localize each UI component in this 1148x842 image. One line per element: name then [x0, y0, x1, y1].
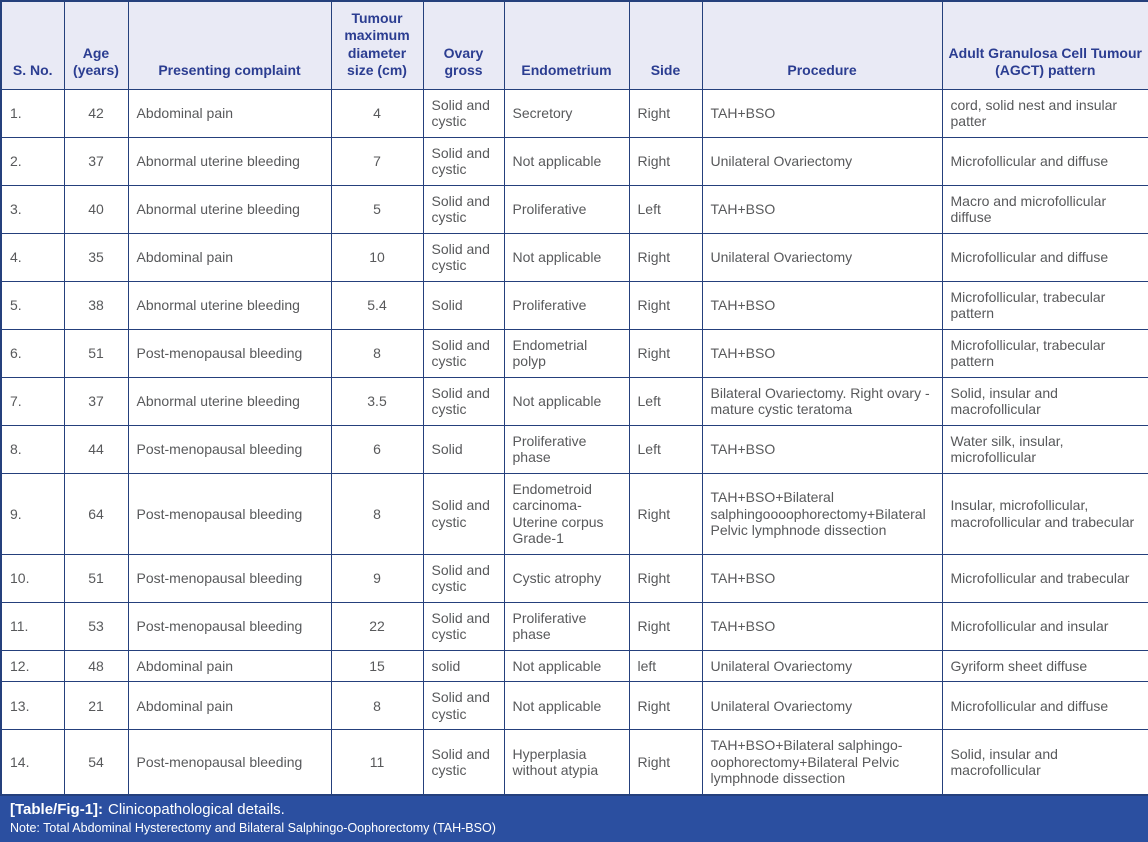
table-cell: 11.	[1, 602, 64, 650]
table-cell: Proliferative	[504, 281, 629, 329]
table-cell: 8	[331, 682, 423, 730]
table-cell: 40	[64, 185, 128, 233]
table-cell: 51	[64, 554, 128, 602]
table-header	[1, 1, 1148, 89]
table-cell: 44	[64, 425, 128, 473]
table-cell: Solid and cystic	[423, 185, 504, 233]
table-cell: Endometrial polyp	[504, 329, 629, 377]
table-cell: 12.	[1, 650, 64, 682]
table-cell: Unilateral Ovariectomy	[702, 137, 942, 185]
table-cell: Microfollicular, trabecular pattern	[942, 281, 1148, 329]
table-cell: left	[629, 650, 702, 682]
table-cell: Post-menopausal bleeding	[128, 602, 331, 650]
table-cell: Unilateral Ovariectomy	[702, 650, 942, 682]
table-cell: Solid and cystic	[423, 473, 504, 554]
column-header: S. No.	[1, 1, 64, 89]
table-cell: Cystic atrophy	[504, 554, 629, 602]
table-cell: Solid	[423, 425, 504, 473]
table-cell: Solid and cystic	[423, 682, 504, 730]
table-cell: 8	[331, 329, 423, 377]
table-cell: Solid, insular and macrofollicular	[942, 377, 1148, 425]
table-cell: TAH+BSO	[702, 281, 942, 329]
table-cell: Solid and cystic	[423, 730, 504, 795]
table-cell: Microfollicular and trabecular	[942, 554, 1148, 602]
table-cell: 37	[64, 377, 128, 425]
column-header: Procedure	[702, 1, 942, 89]
table-cell: Right	[629, 89, 702, 137]
table-cell: Abnormal uterine bleeding	[128, 377, 331, 425]
table-cell: TAH+BSO	[702, 602, 942, 650]
table-cell: Right	[629, 730, 702, 795]
table-cell: Post-menopausal bleeding	[128, 473, 331, 554]
table-cell: 21	[64, 682, 128, 730]
table-cell: 14.	[1, 730, 64, 795]
table-cell: Left	[629, 185, 702, 233]
table-cell: TAH+BSO	[702, 329, 942, 377]
caption-label: [Table/Fig-1]:	[10, 800, 104, 818]
table-cell: 9.	[1, 473, 64, 554]
column-header: Side	[629, 1, 702, 89]
table-cell: Unilateral Ovariectomy	[702, 682, 942, 730]
table-cell: 53	[64, 602, 128, 650]
caption-line	[10, 800, 1138, 820]
table-cell: Not applicable	[504, 650, 629, 682]
table-cell: Post-menopausal bleeding	[128, 329, 331, 377]
table-cell: 5	[331, 185, 423, 233]
table-row	[1, 554, 1148, 602]
column-header: Tumour maximum diameter size (cm)	[331, 1, 423, 89]
table-row	[1, 329, 1148, 377]
table-cell: Not applicable	[504, 233, 629, 281]
table-cell: Unilateral Ovariectomy	[702, 233, 942, 281]
table-cell: 5.4	[331, 281, 423, 329]
table-cell: 15	[331, 650, 423, 682]
table-cell: TAH+BSO+Bilateral salphingo-oophorectomy+Bilateral Pelvic lymphnode dissection	[702, 730, 942, 795]
table-cell: Post-menopausal bleeding	[128, 425, 331, 473]
table-cell: 3.5	[331, 377, 423, 425]
table-cell: 35	[64, 233, 128, 281]
table-row	[1, 425, 1148, 473]
table-cell: TAH+BSO	[702, 185, 942, 233]
table-cell: Microfollicular and diffuse	[942, 233, 1148, 281]
table-cell: Abnormal uterine bleeding	[128, 185, 331, 233]
table-cell: Solid and cystic	[423, 554, 504, 602]
table-cell: 10	[331, 233, 423, 281]
table-cell: Water silk, insular, microfollicular	[942, 425, 1148, 473]
table-cell: Right	[629, 473, 702, 554]
table-cell: 8.	[1, 425, 64, 473]
table-cell: Solid	[423, 281, 504, 329]
table-cell: Microfollicular and diffuse	[942, 682, 1148, 730]
table-cell: 64	[64, 473, 128, 554]
table-cell: Solid and cystic	[423, 602, 504, 650]
table-caption-bar	[0, 796, 1148, 842]
table-cell: Left	[629, 425, 702, 473]
table-row	[1, 233, 1148, 281]
table-row	[1, 730, 1148, 795]
table-cell: Microfollicular and diffuse	[942, 137, 1148, 185]
table-cell: 3.	[1, 185, 64, 233]
table-cell: Abnormal uterine bleeding	[128, 137, 331, 185]
table-cell: Left	[629, 377, 702, 425]
table-cell: Abdominal pain	[128, 89, 331, 137]
table-cell: Abdominal pain	[128, 682, 331, 730]
table-cell: Bilateral Ovariectomy. Right ovary - mature cystic teratoma	[702, 377, 942, 425]
table-cell: cord, solid nest and insular patter	[942, 89, 1148, 137]
table-cell: Proliferative phase	[504, 425, 629, 473]
column-header: Presenting complaint	[128, 1, 331, 89]
table-cell: Not applicable	[504, 137, 629, 185]
table-cell: Microfollicular and insular	[942, 602, 1148, 650]
table-cell: Insular, microfollicular, macrofollicular and trabecular	[942, 473, 1148, 554]
table-row	[1, 602, 1148, 650]
table-cell: 38	[64, 281, 128, 329]
table-cell: Right	[629, 281, 702, 329]
table-cell: 13.	[1, 682, 64, 730]
column-header: Adult Granulosa Cell Tumour (AGCT) pattern	[942, 1, 1148, 89]
table-cell: solid	[423, 650, 504, 682]
table-cell: 51	[64, 329, 128, 377]
table-cell: Post-menopausal bleeding	[128, 730, 331, 795]
table-row	[1, 281, 1148, 329]
table-row	[1, 137, 1148, 185]
column-header: Age (years)	[64, 1, 128, 89]
table-cell: TAH+BSO	[702, 89, 942, 137]
table-cell: 48	[64, 650, 128, 682]
table-cell: 22	[331, 602, 423, 650]
table-cell: 11	[331, 730, 423, 795]
column-header: Ovary gross	[423, 1, 504, 89]
table-cell: Not applicable	[504, 682, 629, 730]
table-cell: Right	[629, 602, 702, 650]
table-cell: 4.	[1, 233, 64, 281]
table-cell: 10.	[1, 554, 64, 602]
caption-note: Note: Total Abdominal Hysterectomy and Bilateral Salphingo-Oophorectomy (TAH-BSO)	[10, 821, 496, 836]
table-body	[1, 89, 1148, 795]
table-cell: Secretory	[504, 89, 629, 137]
caption-title: Clinicopathological details.	[108, 800, 285, 818]
table-cell: TAH+BSO	[702, 554, 942, 602]
table-cell: Abdominal pain	[128, 650, 331, 682]
column-header: Endometrium	[504, 1, 629, 89]
table-cell: 6.	[1, 329, 64, 377]
table-cell: Solid and cystic	[423, 329, 504, 377]
table-cell: 5.	[1, 281, 64, 329]
table-cell: 7	[331, 137, 423, 185]
table-cell: Right	[629, 682, 702, 730]
table-cell: TAH+BSO	[702, 425, 942, 473]
table-cell: Endometroid carcinoma- Uterine corpus Grade-1	[504, 473, 629, 554]
table-cell: Post-menopausal bleeding	[128, 554, 331, 602]
table-cell: 9	[331, 554, 423, 602]
table-cell: Abnormal uterine bleeding	[128, 281, 331, 329]
table-cell: 54	[64, 730, 128, 795]
table-row	[1, 473, 1148, 554]
table-cell: 4	[331, 89, 423, 137]
table-cell: Macro and microfollicular diffuse	[942, 185, 1148, 233]
table-cell: Solid and cystic	[423, 89, 504, 137]
table-cell: 37	[64, 137, 128, 185]
table-cell: Not applicable	[504, 377, 629, 425]
table-cell: Solid and cystic	[423, 377, 504, 425]
table-cell: Proliferative	[504, 185, 629, 233]
table-cell: Microfollicular, trabecular pattern	[942, 329, 1148, 377]
table-cell: 6	[331, 425, 423, 473]
table-cell: Solid and cystic	[423, 137, 504, 185]
table-row	[1, 650, 1148, 682]
table-cell: 7.	[1, 377, 64, 425]
table-row	[1, 185, 1148, 233]
table-cell: Right	[629, 137, 702, 185]
table-cell: Proliferative phase	[504, 602, 629, 650]
table-cell: 42	[64, 89, 128, 137]
table-row	[1, 89, 1148, 137]
table-cell: Solid and cystic	[423, 233, 504, 281]
table-cell: 8	[331, 473, 423, 554]
table-cell: Right	[629, 329, 702, 377]
table-row	[1, 682, 1148, 730]
table-cell: 2.	[1, 137, 64, 185]
table-cell: Solid, insular and macrofollicular	[942, 730, 1148, 795]
table-cell: Right	[629, 554, 702, 602]
table-cell: Right	[629, 233, 702, 281]
table-cell: Hyperplasia without atypia	[504, 730, 629, 795]
table-row	[1, 377, 1148, 425]
table-cell: Abdominal pain	[128, 233, 331, 281]
table-cell: 1.	[1, 89, 64, 137]
header-row	[1, 1, 1148, 89]
table-cell: Gyriform sheet diffuse	[942, 650, 1148, 682]
table-cell: TAH+BSO+Bilateral salphingoooophorectomy+Bilateral Pelvic lymphnode dissection	[702, 473, 942, 554]
